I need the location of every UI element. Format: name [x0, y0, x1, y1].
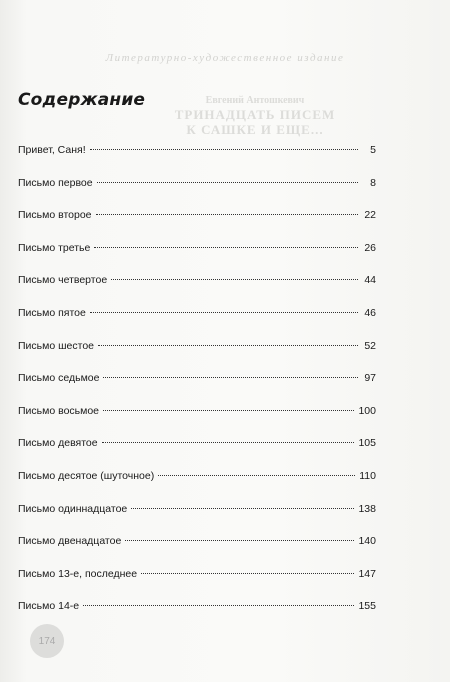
- toc-entry[interactable]: [18, 208, 376, 241]
- toc-entry-label: Письмо пятое: [18, 306, 86, 319]
- toc-entry-label: Письмо третье: [18, 241, 91, 254]
- toc-entry-label: Письмо первое: [18, 176, 93, 189]
- dot-leader: [158, 475, 355, 476]
- toc-entry[interactable]: [18, 176, 376, 209]
- dot-leader: [90, 312, 358, 313]
- dot-leader: [103, 377, 358, 378]
- toc-entry[interactable]: [18, 306, 376, 339]
- toc-entry-page-number: 5: [370, 144, 376, 156]
- show-through-text: [140, 95, 370, 137]
- toc-entry[interactable]: [18, 371, 376, 404]
- toc-entry-label: Письмо 13-е, последнее: [18, 567, 138, 580]
- toc-entry-page-number: 155: [358, 600, 376, 613]
- dot-leader: [96, 214, 358, 215]
- ghost-title-line2: К САШКЕ И ЕЩЕ...: [186, 122, 324, 137]
- toc-entry-page-number: 100: [358, 404, 376, 417]
- toc-entry[interactable]: [18, 404, 376, 437]
- toc-entry-label: Письмо четвертое: [18, 274, 108, 287]
- toc-entry[interactable]: [18, 502, 376, 535]
- dot-leader: [131, 508, 354, 509]
- toc-entry[interactable]: [18, 436, 376, 469]
- dot-leader: [125, 540, 354, 541]
- dot-leader: [97, 182, 358, 183]
- page-number: 174: [30, 624, 64, 658]
- toc-entry[interactable]: [18, 339, 376, 372]
- toc-entry-label: Письмо седьмое: [18, 372, 100, 385]
- toc-entry-page-number: 138: [358, 502, 376, 515]
- toc-entry[interactable]: [18, 567, 376, 600]
- toc-entry-page-number: 140: [358, 535, 376, 548]
- toc-entry-page-number: 44: [364, 274, 376, 287]
- toc-entry-label: Письмо восьмое: [18, 404, 100, 417]
- toc-entry-label: Письмо двенадцатое: [18, 535, 122, 548]
- toc-entry-label: Письмо второе: [18, 209, 92, 222]
- toc-entry-label: Письмо шестое: [18, 339, 94, 352]
- ghost-title-line1: ТРИНАДЦАТЬ ПИСЕМ: [174, 107, 336, 122]
- toc-entry-page-number: 8: [370, 176, 376, 189]
- running-head: Литературно-художественное издание: [105, 52, 345, 64]
- toc-entry-page-number: 147: [358, 567, 376, 580]
- dot-leader: [90, 149, 358, 150]
- toc-entry[interactable]: [18, 534, 376, 567]
- toc-entry[interactable]: [18, 469, 376, 502]
- toc-entry-label: Письмо десятое (шуточное): [18, 469, 155, 482]
- toc-entry-page-number: 22: [364, 209, 376, 222]
- dot-leader: [94, 247, 358, 248]
- toc-entry[interactable]: [18, 143, 376, 176]
- dot-leader: [103, 410, 354, 411]
- dot-leader: [98, 345, 358, 346]
- toc-entry[interactable]: [18, 241, 376, 274]
- toc-entry-page-number: 26: [364, 241, 376, 254]
- toc-entry[interactable]: [18, 273, 376, 306]
- toc-entry-page-number: 52: [364, 339, 376, 352]
- toc-entry-page-number: 46: [364, 306, 376, 319]
- toc-entry-label: Привет, Саня!: [18, 144, 86, 156]
- toc-entry-page-number: 105: [358, 437, 376, 450]
- ghost-author: Евгений Антошкевич: [205, 95, 305, 106]
- toc-entry-label: Письмо 14-е: [18, 600, 80, 613]
- dot-leader: [83, 605, 354, 606]
- toc-entry-label: Письмо одиннадцатое: [18, 502, 128, 515]
- table-of-contents: [18, 143, 376, 632]
- toc-entry-label: Письмо девятое: [18, 437, 98, 450]
- dot-leader: [102, 442, 355, 443]
- page-title: Содержание: [18, 90, 146, 110]
- dot-leader: [141, 573, 354, 574]
- toc-entry-page-number: 97: [364, 372, 376, 385]
- toc-entry-page-number: 110: [359, 469, 376, 482]
- toc-entry[interactable]: [18, 599, 376, 632]
- dot-leader: [111, 279, 358, 280]
